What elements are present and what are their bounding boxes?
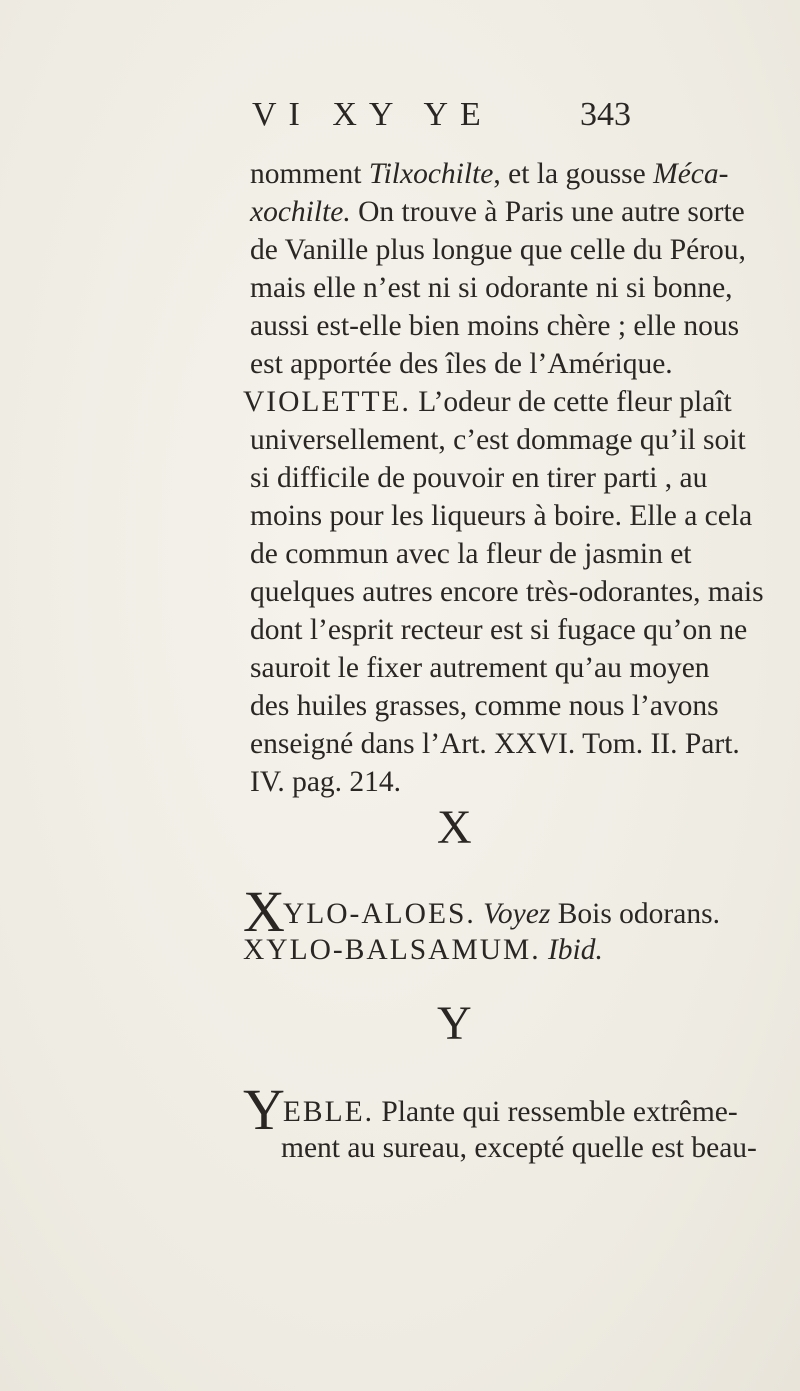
text-line: des huiles grasses, comme nous l’avons xyxy=(250,690,719,722)
text-line: enseigné dans l’Art. XXVI. Tom. II. Part. xyxy=(250,728,740,760)
entry-violette: VIOLETTE. L’odeur de cette fleur plaît xyxy=(243,386,732,418)
text-line: quelques autres encore très-odorantes, mais xyxy=(250,576,764,608)
text-line: dont l’esprit recteur est si fugace qu’on ne xyxy=(250,614,748,646)
section-letter-y: Y xyxy=(437,997,472,1050)
page-number: 343 xyxy=(580,96,631,133)
text-line: de Vanille plus longue que celle du Pérou, xyxy=(250,234,746,266)
section-letter-x: X xyxy=(437,801,472,854)
entry-xylo-balsamum: XYLO-BALSAMUM. Ibid. xyxy=(243,934,603,966)
text-line: universellement, c’est dommage qu’il soit xyxy=(250,424,746,456)
running-head: VI XY YE xyxy=(252,96,493,133)
text-line: sauroit le fixer autrement qu’au moyen xyxy=(250,652,710,684)
text-line: de commun avec la fleur de jasmin et xyxy=(250,538,692,570)
text-line: moins pour les liqueurs à boire. Elle a cela xyxy=(250,500,753,532)
text-line: nomment Tilxochilte, et la gousse Méca- xyxy=(250,158,729,190)
text-line: si difficile de pouvoir en tirer parti , au xyxy=(250,462,708,494)
entry-xylo-aloes: XYLO-ALOES. Voyez Bois odorans. xyxy=(243,879,720,944)
text-line: IV. pag. 214. xyxy=(250,766,402,798)
text-line: est apportée des îles de l’Amérique. xyxy=(250,348,673,380)
entry-yeble: YEBLE. Plante qui ressemble extrême- xyxy=(243,1077,738,1142)
text-line: ment au sureau, excepté quelle est beau- xyxy=(281,1132,757,1164)
text-line: mais elle n’est ni si odorante ni si bonne, xyxy=(250,272,733,304)
text-line: xochilte. On trouve à Paris une autre sorte xyxy=(250,196,745,228)
text-line: aussi est-elle bien moins chère ; elle nous xyxy=(250,310,740,342)
page-header xyxy=(252,96,652,140)
